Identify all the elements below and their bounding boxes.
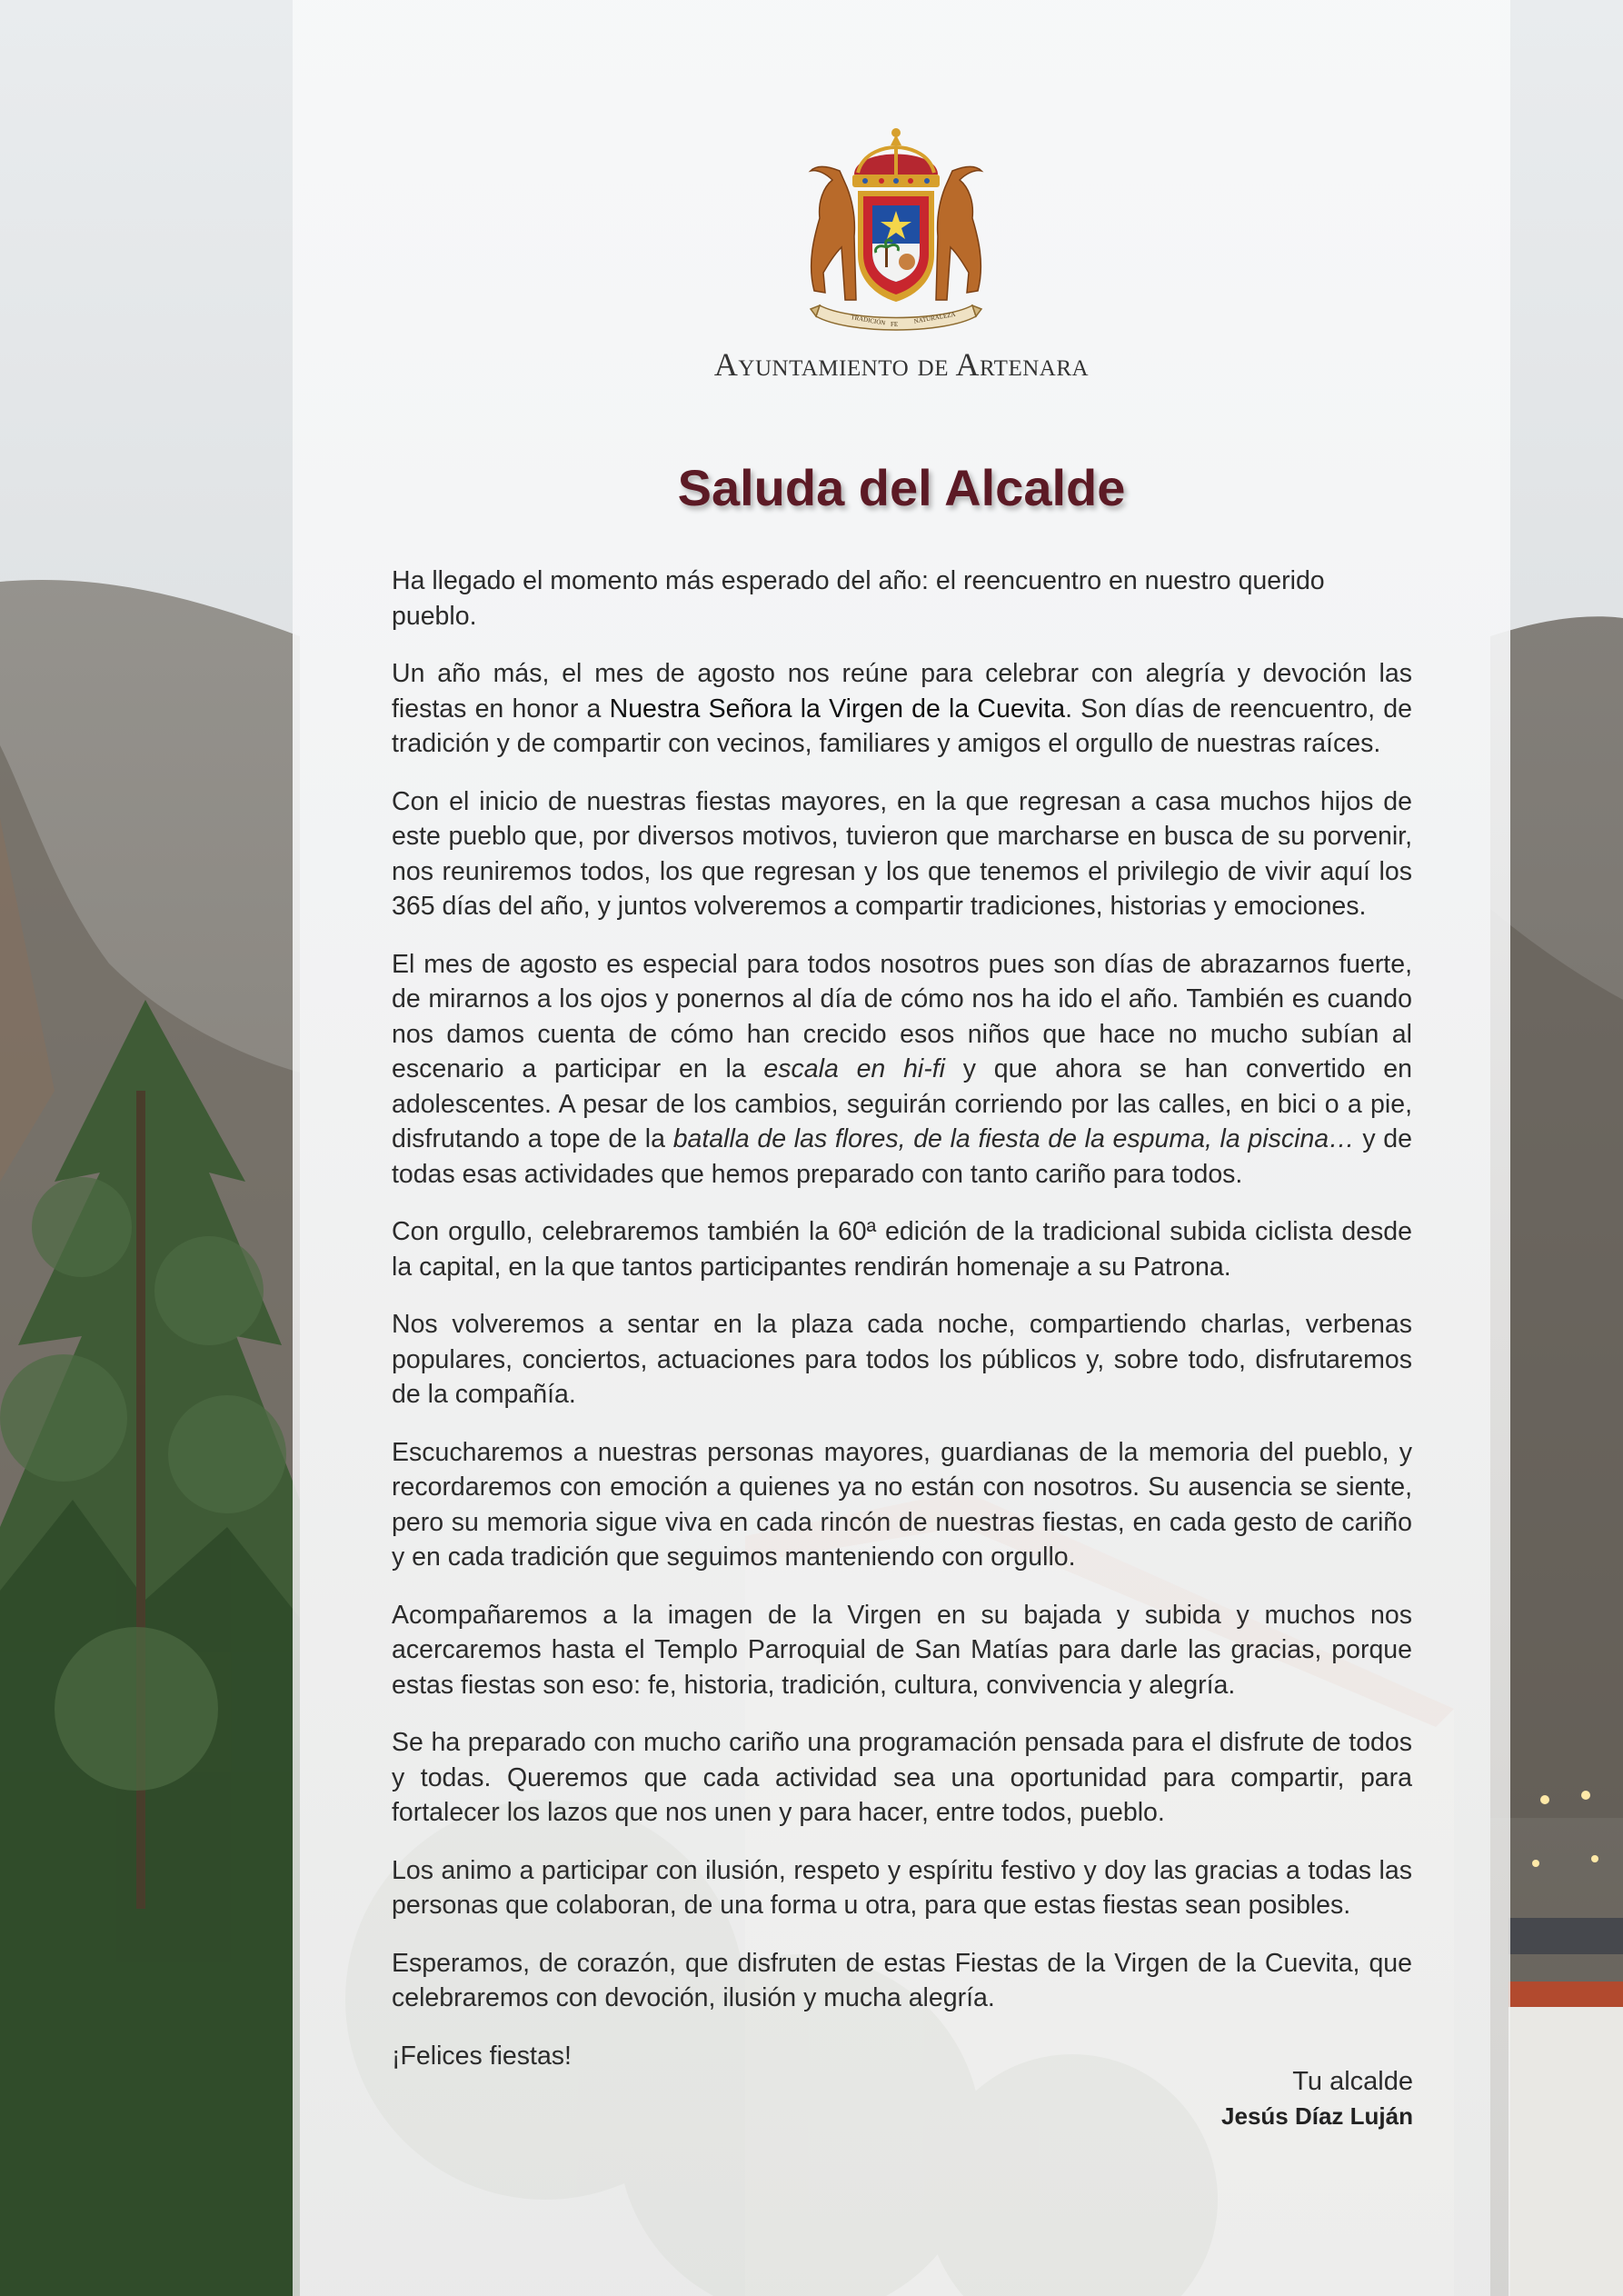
motto-left-text: TRADICIÓN xyxy=(850,314,886,327)
right-goat-icon xyxy=(936,166,981,300)
paragraph-4-text-c: y de todas esas actividades que hemos preparado con tanto cariño para todos. xyxy=(392,1124,1412,1189)
signature-name: Jesús Díaz Luján xyxy=(1221,2102,1413,2130)
paragraph-4 xyxy=(392,947,1412,1193)
motto-center-text: FE xyxy=(891,321,899,328)
shield-icon xyxy=(858,191,934,302)
signature-role: Tu alcalde xyxy=(1292,2067,1413,2096)
paragraph-2 xyxy=(392,656,1412,762)
coat-of-arms-logo xyxy=(787,127,1005,345)
paragraph-4-emphasis-1: escala en hi-fi xyxy=(763,1054,945,1083)
paragraph-4-text-a: El mes de agosto es especial para todos nosotros pues son días de abrazarnos fuerte, de mirarnos a los ojos y ponernos al día de cómo nos ha ido el año. También es cuando nos damos cuenta de cómo han crecido esos niños que hace no mucho subían al escenario a participar en la xyxy=(392,949,1412,1083)
paragraph-10: Los animo a participar con ilusión, respeto y espíritu festivo y doy las gracias a todas las personas que colaboran, de una forma u otra, para que estas fiestas sean posibles. xyxy=(392,1855,1412,1920)
organization-name: Ayuntamiento de Artenara xyxy=(713,346,1090,383)
paragraph-3: Con el inicio de nuestras fiestas mayores, en la que regresan a casa muchos hijos de este pueblo que, por diversos motivos, tuvieron que marcharse en busca de su porvenir, nos reuniremos todos, los que regresan y los que tenemos el privilegio de vivir aquí los 365 días del año, y juntos volveremos a compartir tradiciones, historias y emociones. xyxy=(392,786,1412,921)
left-goat-icon xyxy=(811,166,856,300)
signature-block xyxy=(1000,2063,1413,2132)
paragraph-6: Nos volveremos a sentar en la plaza cada noche, compartiendo charlas, verbenas populares, conciertos, actuaciones para todos los públicos y, sobre todo, disfrutaremos de la compañía. xyxy=(392,1310,1412,1409)
patroness-name: Nuestra Señora la Virgen de la Cuevita xyxy=(609,694,1066,724)
motto-right-text: NATURALEZA xyxy=(913,310,957,325)
paragraph-5: Con orgullo, celebraremos también la 60ª edición de la tradicional subida ciclista desde la capital, en la que tantos participantes rendirán homenaje a su Patrona. xyxy=(392,1217,1412,1282)
letter-body xyxy=(392,564,1412,2096)
paragraph-2-text-b: . Son días de reencuentro, de tradición y de compartir con vecinos, familiares y amigos el orgullo de nuestras raíces. xyxy=(392,694,1412,758)
paragraph-7: Escucharemos a nuestras personas mayores, guardianas de la memoria del pueblo, y recordaremos con emoción a quienes ya no están con nosotros. Su ausencia se siente, pero su memoria sigue viva en cada rincón de nuestras fiestas, en cada gesto de cariño y en cada tradición que seguimos manteniendo con orgullo. xyxy=(392,1437,1412,1572)
paragraph-12: ¡Felices fiestas! xyxy=(392,2041,572,2071)
paragraph-4-text-b: y que ahora se han convertido en adolescentes. A pesar de los cambios, seguirán corriendo por las calles, en bici o a pie, disfrutando a tope de la xyxy=(392,1054,1412,1153)
paragraph-9: Se ha preparado con mucho cariño una programación pensada para el disfrute de todos y todas. Queremos que cada actividad sea una oportunidad para compartir, para fortalecer los lazos que nos unen y para hacer, entre todos, pueblo. xyxy=(392,1728,1412,1827)
paragraph-11: Esperamos, de corazón, que disfruten de estas Fiestas de la Virgen de la Cuevita, que celebraremos con devoción, ilusión y mucha alegría. xyxy=(392,1948,1412,2012)
paragraph-8: Acompañaremos a la imagen de la Virgen en su bajada y subida y muchos nos acercaremos hasta el Templo Parroquial de San Matías para darle las gracias, porque estas fiestas son eso: fe, historia, tradición, cultura, convivencia y alegría. xyxy=(392,1600,1412,1700)
paragraph-1: Ha llegado el momento más esperado del año: el reencuentro en nuestro querido pueblo. xyxy=(392,566,1325,631)
page-title: Saluda del Alcalde xyxy=(677,459,1126,516)
crown-icon xyxy=(852,128,940,187)
paragraph-2-text-a: Un año más, el mes de agosto nos reúne para celebrar con alegría y devoción las fiestas en honor a xyxy=(392,659,1412,724)
paragraph-4-emphasis-2: batalla de las flores, de la fiesta de la espuma, la piscina… xyxy=(672,1124,1355,1153)
